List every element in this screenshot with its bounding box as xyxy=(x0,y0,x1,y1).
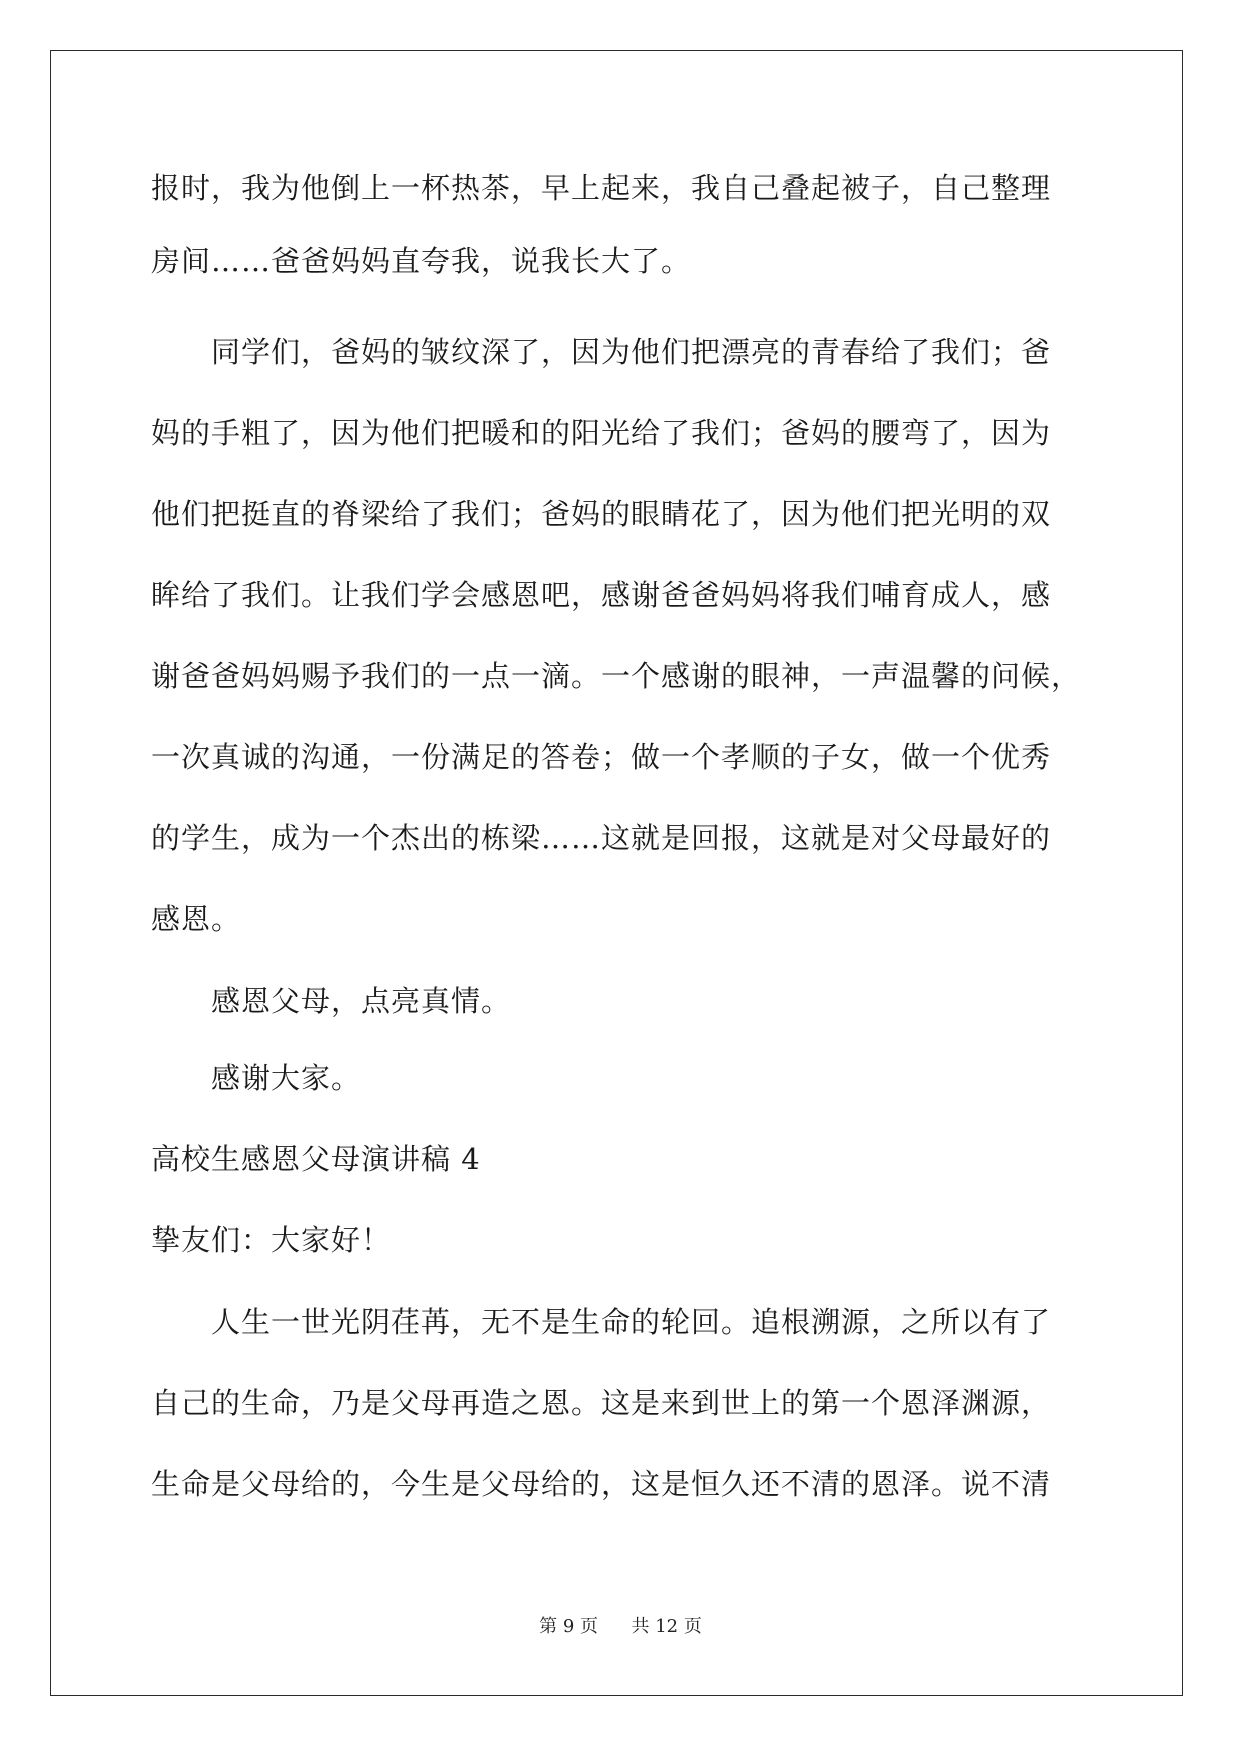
text-line: 眸给了我们。让我们学会感恩吧，感谢爸爸妈妈将我们哺育成人，感 xyxy=(151,578,1052,612)
text-line: 报时，我为他倒上一杯热茶，早上起来，我自己叠起被子，自己整理 xyxy=(151,171,1052,205)
page-number: 第 9 页 xyxy=(539,1616,599,1637)
text-line: 妈的手粗了，因为他们把暖和的阳光给了我们；爸妈的腰弯了，因为 xyxy=(151,416,1052,450)
text-line: 自己的生命，乃是父母再造之恩。这是来到世上的第一个恩泽渊源， xyxy=(151,1386,1052,1420)
text-line: 的学生，成为一个杰出的栋梁……这就是回报，这就是对父母最好的 xyxy=(151,821,1052,855)
page-border xyxy=(50,50,1183,1696)
text-line: 房间……爸爸妈妈直夸我，说我长大了。 xyxy=(151,244,692,278)
salutation: 挚友们：大家好！ xyxy=(151,1223,392,1257)
paragraph-line: 感谢大家。 xyxy=(151,1061,362,1095)
text-line: 感恩。 xyxy=(151,902,242,936)
section-title: 高校生感恩父母演讲稿 4 xyxy=(151,1142,481,1176)
page-footer xyxy=(0,1616,1241,1638)
paragraph-line: 人生一世光阴荏苒，无不是生命的轮回。追根溯源，之所以有了 xyxy=(151,1305,1052,1339)
paragraph-line: 感恩父母，点亮真情。 xyxy=(151,984,512,1018)
paragraph-line: 同学们，爸妈的皱纹深了，因为他们把漂亮的青春给了我们；爸 xyxy=(151,335,1052,369)
text-line: 一次真诚的沟通，一份满足的答卷；做一个孝顺的子女，做一个优秀 xyxy=(151,740,1052,774)
text-line: 他们把挺直的脊梁给了我们；爸妈的眼睛花了，因为他们把光明的双 xyxy=(151,497,1052,531)
text-line: 谢爸爸妈妈赐予我们的一点一滴。一个感谢的眼神，一声温馨的问候， xyxy=(151,659,1082,693)
text-line: 生命是父母给的，今生是父母给的，这是恒久还不清的恩泽。说不清 xyxy=(151,1467,1052,1501)
page-total: 共 12 页 xyxy=(631,1616,702,1637)
